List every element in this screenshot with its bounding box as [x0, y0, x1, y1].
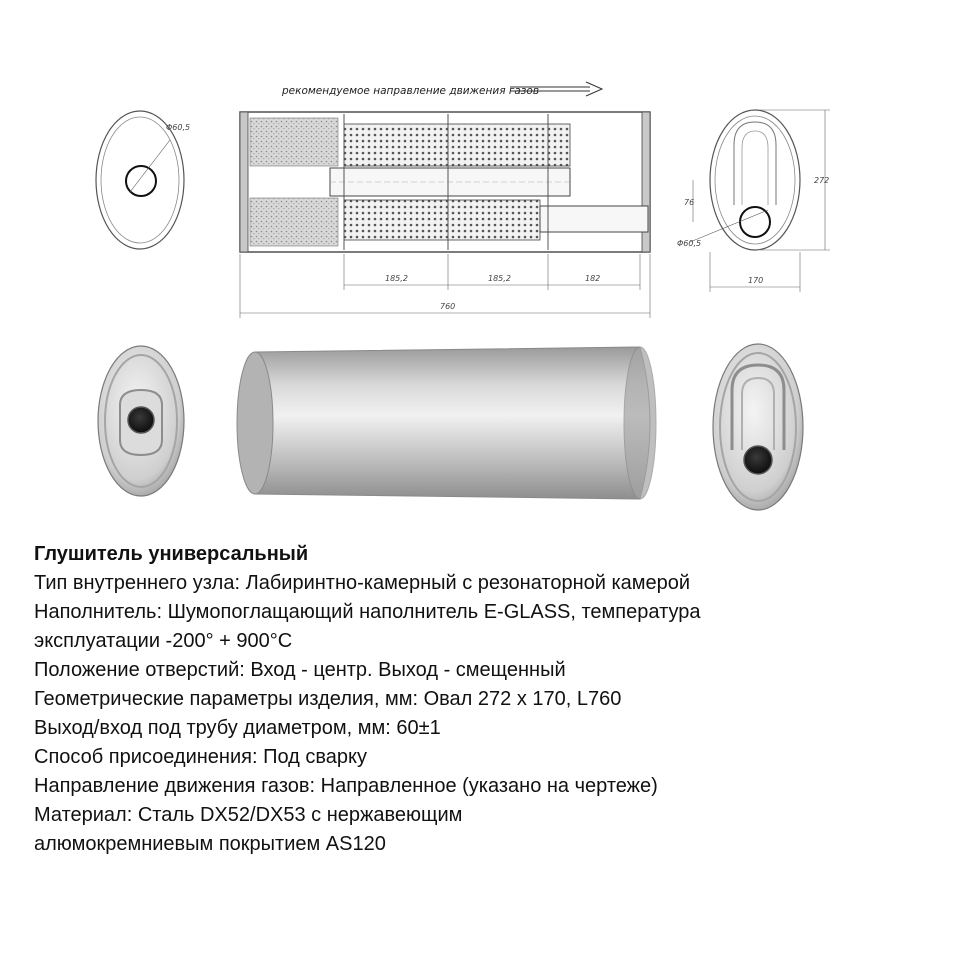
left-end-view	[96, 111, 190, 249]
outlet-diameter-label: Φ60,5	[677, 239, 702, 248]
dim-section-1: 185,2	[385, 274, 408, 283]
inlet-diameter-label: Φ60,5	[166, 123, 191, 132]
spec-line: алюмокремниевым покрытием AS120	[34, 833, 386, 855]
dim-length: 760	[440, 302, 456, 311]
spec-line: Направление движения газов: Направленное (указано на чертеже)	[34, 775, 658, 797]
spec-line: Геометрические параметры изделия, мм: Овал 272 x 170, L760	[34, 688, 622, 710]
spec-line: Положение отверстий: Вход - центр. Выход - смещенный	[34, 659, 566, 681]
spec-line: эксплуатации -200° + 900°C	[34, 630, 293, 652]
spec-line: Тип внутреннего узла: Лабиринтно-камерный с резонаторной камерой	[34, 572, 691, 594]
dim-section-2: 185,2	[488, 274, 511, 283]
spec-line: Наполнитель: Шумопоглащающий наполнитель E-GLASS, температура	[34, 601, 701, 623]
dim-height: 272	[814, 176, 830, 185]
spec-line: Выход/вход под трубу диаметром, мм: 60±1	[34, 717, 441, 739]
spec-line: Материал: Сталь DX52/DX53 с нержавеющим	[34, 804, 463, 826]
flow-direction-note: рекомендуемое направление движения газов	[282, 85, 540, 97]
specs-block	[34, 540, 954, 859]
left-cap-render	[98, 346, 184, 496]
dim-section-3: 182	[585, 274, 601, 283]
dim-offset: 76	[684, 198, 695, 207]
section-dimensions	[240, 254, 650, 318]
product-title: Глушитель универсальный	[34, 543, 309, 565]
muffler-body-render	[237, 347, 656, 499]
right-end-view	[677, 110, 830, 292]
spec-line: Способ присоединения: Под сварку	[34, 746, 367, 768]
right-cap-render	[713, 344, 803, 510]
dim-width: 170	[748, 276, 764, 285]
section-view	[240, 112, 650, 252]
